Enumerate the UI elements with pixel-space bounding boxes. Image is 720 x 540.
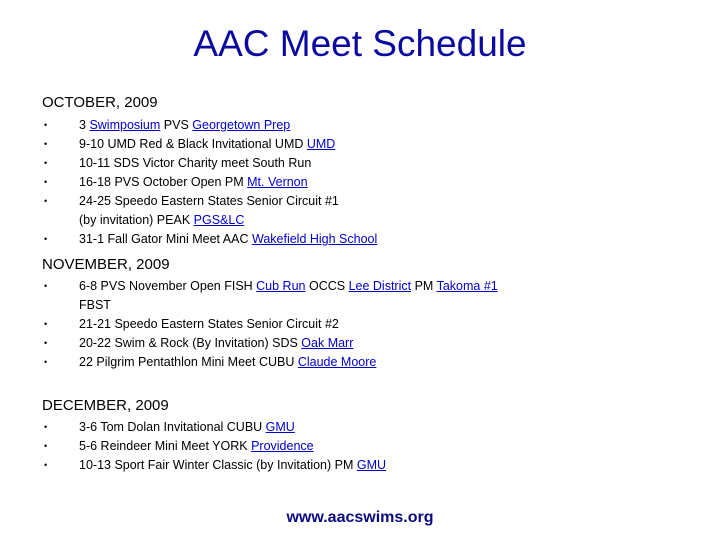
meet-text: OCCS: [305, 279, 349, 293]
meet-text: PM: [411, 279, 437, 293]
venue-link[interactable]: Claude Moore: [297, 355, 377, 369]
venue-link[interactable]: UMD: [306, 137, 336, 151]
meet-text: 10-11 SDS Victor Charity meet South Run: [79, 156, 312, 170]
section-heading-december: DECEMBER, 2009: [42, 397, 169, 414]
venue-link[interactable]: Wakefield High School: [251, 232, 378, 246]
venue-link[interactable]: GMU: [265, 420, 295, 434]
meet-text: 6-8 PVS November Open FISH: [79, 279, 257, 293]
meet-list-item: [0, 154, 690, 173]
venue-link[interactable]: Lee District: [348, 279, 412, 293]
meet-list-item: [0, 353, 690, 372]
venue-link[interactable]: Mt. Vernon: [247, 175, 308, 189]
meet-text: 21-21 Speedo Eastern States Senior Circuit #2: [79, 317, 339, 331]
venue-link[interactable]: Swimposium: [89, 118, 161, 132]
meet-list-item: [0, 334, 690, 353]
meet-text: 3: [79, 118, 90, 132]
meet-list-item: [0, 192, 690, 230]
website-url: www.aacswims.org: [286, 509, 434, 526]
meet-text: 10-13 Sport Fair Winter Classic (by Invitation) PM: [79, 458, 357, 472]
venue-link[interactable]: Takoma #1: [436, 279, 498, 293]
meet-list-item: [0, 230, 690, 249]
november-meet-list: [0, 277, 690, 372]
venue-link[interactable]: Providence: [251, 439, 314, 453]
meet-text: (by invitation) PEAK: [79, 213, 194, 227]
section-heading-october: OCTOBER, 2009: [42, 94, 158, 111]
venue-link[interactable]: Oak Marr: [301, 336, 354, 350]
meet-list-item: [0, 437, 690, 456]
meet-text: 24-25 Speedo Eastern States Senior Circuit #1: [79, 194, 339, 208]
meet-list-item: [0, 418, 690, 437]
meet-text: 22 Pilgrim Pentathlon Mini Meet CUBU: [79, 355, 298, 369]
meet-text: 9-10 UMD Red & Black Invitational UMD: [79, 137, 307, 151]
meet-text: 31-1 Fall Gator Mini Meet AAC: [79, 232, 252, 246]
page-title: AAC Meet Schedule: [193, 23, 527, 64]
october-meet-list: [0, 116, 690, 249]
meet-text: 3-6 Tom Dolan Invitational CUBU: [79, 420, 266, 434]
venue-link[interactable]: Cub Run: [256, 279, 306, 293]
meet-text: FBST: [79, 298, 111, 312]
meet-list-item: [0, 173, 690, 192]
meet-text: 5-6 Reindeer Mini Meet YORK: [79, 439, 252, 453]
venue-link[interactable]: Georgetown Prep: [192, 118, 291, 132]
meet-list-item: [0, 116, 690, 135]
meet-text: PVS: [160, 118, 193, 132]
meet-text: 16-18 PVS October Open PM: [79, 175, 248, 189]
meet-list-item: [0, 456, 690, 475]
meet-list-item: [0, 277, 690, 315]
venue-link[interactable]: GMU: [356, 458, 387, 472]
venue-link[interactable]: PGS&LC: [193, 213, 245, 227]
meet-text: 20-22 Swim & Rock (By Invitation) SDS: [79, 336, 302, 350]
section-heading-november: NOVEMBER, 2009: [42, 256, 170, 273]
meet-list-item: [0, 315, 690, 334]
december-meet-list: [0, 418, 690, 475]
meet-list-item: [0, 135, 690, 154]
